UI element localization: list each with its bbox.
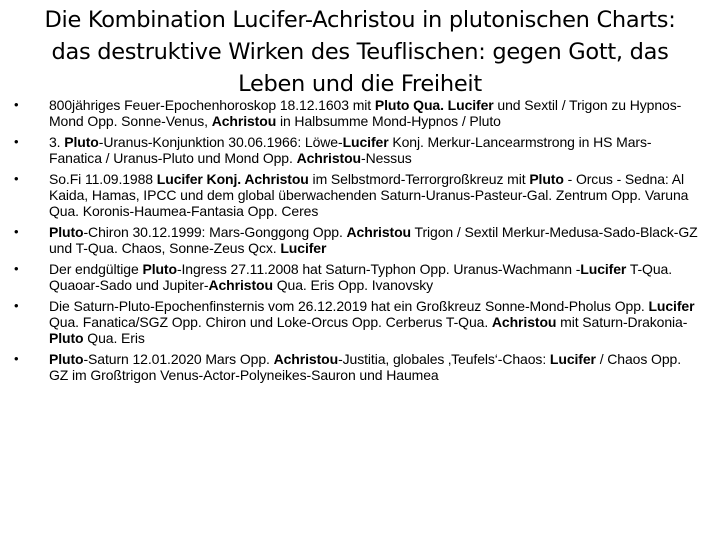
bullet-text: / Chaos Opp. GZ im Großtrigon Venus-Actor-Polyneikes-Sauron und Haumea: [49, 350, 681, 384]
bullet-text: T-Qua. Quaoar-Sado und Jupiter-: [49, 260, 673, 294]
bullet-text: im Selbstmord-Terrorgroßkreuz mit: [308, 170, 530, 187]
bullet-emphasis: Achristou: [208, 277, 273, 294]
bullet-emphasis: Lucifer Konj. Achristou: [156, 170, 309, 187]
bullet-text: So.Fi 11.09.1988: [49, 170, 157, 187]
bullet-text: -Nessus: [361, 150, 412, 167]
bullet-emphasis: Pluto: [49, 223, 84, 240]
bullet-emphasis: Pluto: [49, 330, 84, 347]
bullet-dot-icon: •: [14, 297, 19, 313]
bullet-item: [14, 298, 704, 347]
bullet-dot-icon: •: [14, 223, 19, 239]
bullet-item: [14, 224, 704, 256]
bullet-emphasis: Lucifer: [549, 350, 596, 367]
bullet-emphasis: Achristou: [273, 350, 339, 367]
bullet-emphasis: Achristou: [211, 113, 277, 130]
bullet-text: -Uranus-Konjunktion 30.06.1966: Löwe-: [98, 133, 343, 150]
bullet-text: und Sextil / Trigon zu Hypnos-Mond Opp. Sonne-Venus,: [49, 97, 682, 130]
bullet-emphasis: Achristou: [491, 313, 557, 330]
bullet-dot-icon: •: [14, 170, 19, 186]
bullet-text: Qua. Eris: [83, 330, 145, 347]
bullet-text: 800jähriges Feuer-Epochenhoroskop 18.12.1603 mit: [49, 97, 375, 113]
bullet-text: -Saturn 12.01.2020 Mars Opp.: [83, 350, 274, 367]
bullet-item: [14, 351, 704, 383]
bullet-text: -Ingress 27.11.2008 hat Saturn-Typhon Opp. Uranus-Wachmann -: [176, 260, 581, 277]
bullet-text: -Chiron 30.12.1999: Mars-Gonggong Opp.: [83, 223, 347, 240]
bullet-dot-icon: •: [14, 133, 19, 149]
bullet-text: -Justitia, globales ‚Teufels‘-Chaos:: [338, 350, 550, 367]
bullet-emphasis: Achristou: [296, 150, 362, 167]
bullet-text: Der endgültige: [49, 260, 143, 277]
bullet-text: in Halbsumme Mond-Hypnos / Pluto: [276, 113, 501, 130]
bullet-dot-icon: •: [14, 260, 19, 276]
bullet-emphasis: Lucifer: [648, 297, 695, 314]
bullet-emphasis: Pluto: [49, 350, 84, 367]
bullet-emphasis: Lucifer: [342, 133, 389, 150]
slide-title: Die Kombination Lucifer-Achristou in plutonischen Charts: das destruktive Wirken des Teuflischen: gegen Gott, das Leben und die Freiheit: [44, 7, 676, 97]
bullet-text: Die Saturn-Pluto-Epochenfinsternis vom 26.12.2019 hat ein Großkreuz Sonne-Mond-Pholus Opp.: [49, 297, 649, 314]
bullet-text: Qua. Eris Opp. Ivanovsky: [272, 277, 434, 294]
bullet-emphasis: Pluto Qua. Lucifer: [374, 97, 494, 113]
bullet-dot-icon: •: [14, 350, 19, 366]
bullet-text: - Orcus - Sedna: Al Kaida, Hamas, IPCC und dem global überwachenden Saturn-Uranus-Pasteur-Gal. Zentrum Opp. Varuna Qua. Koronis-Haumea-Fantasia Opp. Ceres: [49, 170, 689, 220]
bullet-emphasis: Pluto: [142, 260, 177, 277]
bullet-dot-icon: •: [14, 97, 19, 112]
bullet-text: Konj. Merkur-Lancearmstrong in HS Mars-Fanatica / Uranus-Pluto und Mond Opp.: [49, 133, 652, 167]
bullet-item: [14, 134, 704, 166]
bullet-list: [14, 97, 704, 388]
bullet-emphasis: Lucifer: [580, 260, 627, 277]
bullet-text: Trigon / Sextil Merkur-Medusa-Sado-Black-GZ und T-Qua. Chaos, Sonne-Zeus Qcx.: [49, 223, 698, 257]
bullet-text: mit Saturn-Drakonia-: [556, 313, 688, 330]
bullet-text: 3.: [49, 133, 65, 150]
bullet-emphasis: Achristou: [346, 223, 411, 240]
bullet-text: Qua. Fanatica/SGZ Opp. Chiron und Loke-Orcus Opp. Cerberus T-Qua.: [49, 313, 492, 330]
bullet-emphasis: Pluto: [64, 133, 99, 150]
bullet-emphasis: Lucifer: [280, 240, 327, 257]
bullet-item: [14, 97, 704, 129]
bullet-item: [14, 261, 704, 293]
bullet-item: [14, 171, 704, 220]
bullet-emphasis: Pluto: [529, 170, 564, 187]
